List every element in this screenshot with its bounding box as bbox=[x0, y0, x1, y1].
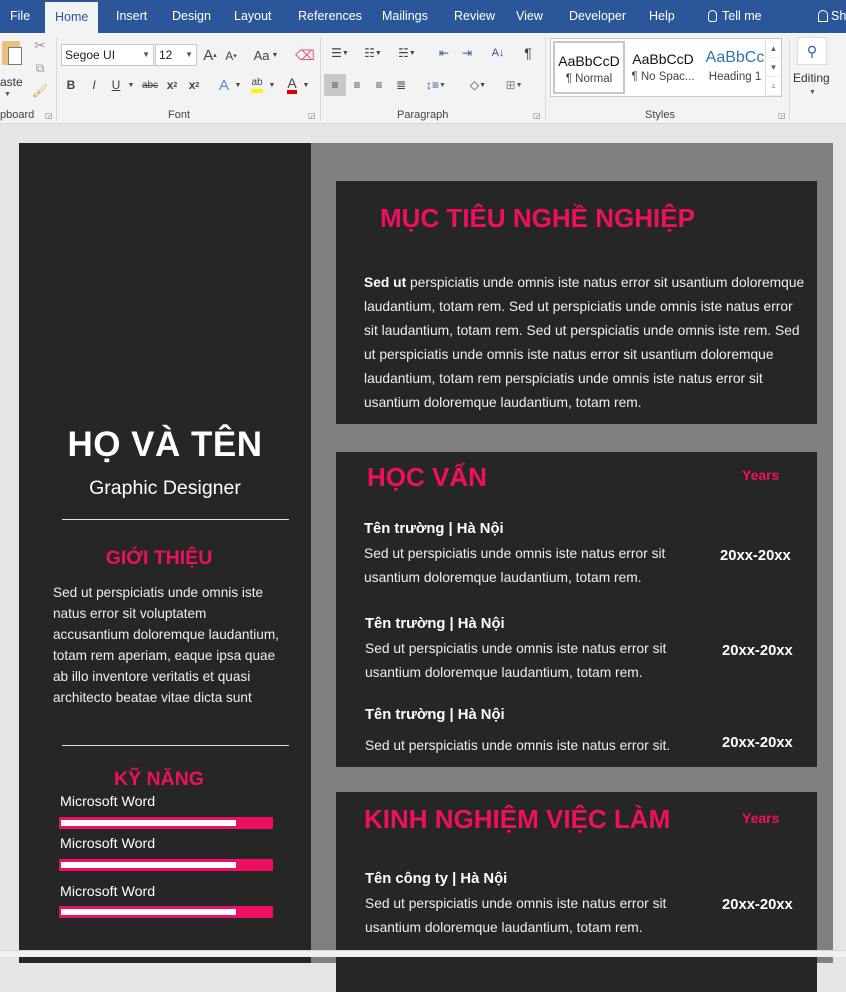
paste-dropdown-icon[interactable]: ▼ bbox=[4, 91, 11, 98]
skill-bar bbox=[59, 906, 273, 918]
font-group-label: Font bbox=[168, 109, 191, 121]
styles-scroll[interactable] bbox=[765, 39, 781, 96]
chevron-down-icon: ▼ bbox=[142, 50, 150, 59]
objective-section bbox=[336, 181, 817, 424]
skill-bar-fill bbox=[61, 820, 236, 826]
editing-button[interactable]: Editing bbox=[793, 71, 830, 85]
experience-entry-desc[interactable]: Sed ut perspiciatis unde omnis iste natus error sit usantium doloremque laudantium, totam rem. bbox=[365, 896, 667, 935]
resume-job-title[interactable]: Graphic Designer bbox=[89, 477, 241, 499]
bold-icon[interactable]: B bbox=[66, 78, 76, 92]
paragraph-group-label: Paragraph bbox=[397, 109, 449, 121]
scroll-down-icon[interactable]: ▼ bbox=[766, 58, 781, 77]
status-bar bbox=[0, 950, 846, 957]
education-entry-years[interactable]: 20xx-20xx bbox=[720, 548, 791, 564]
font-size-select[interactable]: 12 ▼ bbox=[155, 44, 197, 66]
ribbon-home bbox=[0, 33, 846, 124]
text-effects-dropdown-icon[interactable]: ▼ bbox=[234, 81, 242, 89]
person-add-icon bbox=[818, 10, 828, 22]
tab-references[interactable]: References bbox=[298, 9, 362, 23]
paragraph-launcher-icon[interactable]: ◲ bbox=[533, 111, 541, 120]
education-entry-years[interactable]: 20xx-20xx bbox=[722, 643, 793, 659]
tab-home[interactable]: Home bbox=[45, 2, 98, 33]
tab-mailings[interactable]: Mailings bbox=[382, 9, 428, 23]
lightbulb-icon bbox=[708, 10, 717, 22]
underline-icon[interactable]: U bbox=[111, 78, 121, 92]
experience-entry-title[interactable]: Tên công ty | Hà Nội bbox=[365, 871, 508, 887]
education-entry-desc[interactable]: Sed ut perspiciatis unde omnis iste natus error sit usantium doloremque laudantium, totam rem. bbox=[364, 546, 666, 585]
align-right-icon[interactable]: ≡ bbox=[375, 78, 383, 92]
clipboard-group-label: pboard bbox=[0, 109, 35, 121]
education-entry-desc[interactable]: Sed ut perspiciatis unde omnis iste natus error sit. bbox=[365, 738, 671, 753]
paste-icon[interactable] bbox=[0, 39, 22, 67]
objective-heading[interactable]: MỤC TIÊU NGHỀ NGHIỆP bbox=[380, 203, 695, 233]
tab-design[interactable]: Design bbox=[172, 9, 211, 23]
skill-label[interactable]: Microsoft Word bbox=[60, 794, 156, 810]
education-heading[interactable]: HỌC VẤN bbox=[367, 462, 487, 492]
numbering-icon[interactable]: ☷ ▼ bbox=[364, 46, 382, 60]
education-entry-title[interactable]: Tên trường | Hà Nội bbox=[364, 521, 504, 537]
multilevel-list-icon[interactable]: ☵ ▼ bbox=[398, 46, 416, 60]
tab-help[interactable]: Help bbox=[649, 9, 675, 23]
align-center-icon[interactable]: ≡ bbox=[353, 78, 361, 92]
tab-review[interactable]: Review bbox=[454, 9, 495, 23]
education-entry-title[interactable]: Tên trường | Hà Nội bbox=[365, 707, 505, 723]
education-section bbox=[336, 452, 817, 767]
experience-years-label: Years bbox=[742, 810, 780, 826]
clipboard-launcher-icon[interactable]: ◲ bbox=[45, 111, 53, 120]
skill-bar bbox=[59, 817, 273, 829]
divider bbox=[320, 37, 321, 121]
clear-formatting-icon[interactable]: ⌫ bbox=[295, 46, 315, 63]
bullets-icon[interactable]: ☰ ▼ bbox=[331, 46, 349, 60]
skills-heading[interactable]: KỸ NĂNG bbox=[114, 768, 204, 790]
highlight-color-icon[interactable]: ab bbox=[248, 75, 266, 95]
ribbon-tab-bar bbox=[0, 0, 846, 33]
education-entry-desc[interactable]: Sed ut perspiciatis unde omnis iste natus error sit usantium doloremque laudantium, totam rem. bbox=[365, 641, 667, 680]
tab-insert[interactable]: Insert bbox=[116, 9, 148, 23]
resume-left-column bbox=[19, 143, 311, 963]
align-left-icon[interactable]: ≡ bbox=[324, 74, 346, 96]
chevron-down-icon: ▼ bbox=[185, 50, 193, 59]
text-effects-icon[interactable]: A bbox=[218, 76, 229, 94]
superscript-icon[interactable]: x 2 bbox=[188, 78, 200, 92]
skill-bar-fill bbox=[61, 909, 236, 915]
intro-heading[interactable]: GIỚI THIỆU bbox=[105, 547, 213, 569]
shrink-font-icon[interactable]: A ▾ bbox=[225, 49, 237, 63]
font-launcher-icon[interactable]: ◲ bbox=[308, 111, 316, 120]
share-button[interactable]: Sh bbox=[808, 0, 846, 33]
skill-bar-fill bbox=[61, 862, 236, 868]
shading-icon[interactable]: ◇ ▼ bbox=[469, 78, 487, 92]
intro-paragraph[interactable]: Sed ut perspiciatis unde omnis iste natus error sit voluptatem accusantium doloremque laudantium, totam rem aperiam, eaque ipsa quae ab illo inventore veritatis et quasi architecto beatae vitae dicta sunt bbox=[53, 585, 279, 705]
styles-group-label: Styles bbox=[645, 109, 675, 121]
tab-developer[interactable]: Developer bbox=[569, 9, 626, 23]
show-formatting-icon[interactable]: ¶ bbox=[524, 45, 532, 61]
highlight-dropdown-icon[interactable]: ▼ bbox=[268, 81, 276, 89]
scroll-up-icon[interactable]: ▲ bbox=[766, 39, 781, 58]
subscript-icon[interactable]: x 2 bbox=[166, 78, 178, 92]
paste-label[interactable]: aste bbox=[0, 75, 23, 89]
education-entry-years[interactable]: 20xx-20xx bbox=[722, 735, 793, 751]
more-styles-icon[interactable]: ⩡ bbox=[766, 77, 781, 96]
experience-heading[interactable]: KINH NGHIỆM VIỆC LÀM bbox=[364, 804, 671, 834]
strikethrough-icon[interactable]: abc bbox=[141, 79, 159, 91]
resume-page[interactable] bbox=[19, 143, 833, 963]
divider bbox=[62, 519, 289, 520]
objective-paragraph[interactable]: Sed ut perspiciatis unde omnis iste natus error sit usantium doloremque laudantium, totam rem. Sed ut perspiciatis unde omnis iste natus error sit laudantium, totam rem. Sed ut perspiciatis unde omnis iste rem. Sed ut perspiciatis unde omnis iste natus error sit usantium doloremque laudantium, totam rem perspiciatis unde omnis iste natus error sit usantium doloremque laudantium, totam rem. bbox=[364, 275, 805, 410]
decrease-indent-icon[interactable]: ⇤ bbox=[438, 46, 450, 60]
tell-me-search[interactable]: Tell me bbox=[698, 0, 772, 33]
find-icon[interactable]: ⚲ bbox=[797, 37, 827, 65]
style-heading-1[interactable]: AaBbCc Heading 1 bbox=[705, 49, 765, 83]
divider bbox=[789, 37, 790, 121]
education-entry-title[interactable]: Tên trường | Hà Nội bbox=[365, 616, 505, 632]
editing-dropdown-icon[interactable]: ▼ bbox=[809, 89, 816, 96]
font-color-icon[interactable]: A bbox=[284, 75, 300, 95]
line-spacing-icon[interactable]: ↕≡ ▼ bbox=[426, 78, 446, 92]
style-no-spacing[interactable]: AaBbCcD ¶ No Spac... bbox=[631, 51, 695, 83]
resume-name[interactable]: HỌ VÀ TÊN bbox=[67, 425, 263, 464]
tab-layout[interactable]: Layout bbox=[234, 9, 272, 23]
italic-icon[interactable]: I bbox=[92, 78, 96, 92]
divider bbox=[545, 37, 546, 121]
styles-gallery bbox=[550, 38, 782, 97]
increase-indent-icon[interactable]: ⇥ bbox=[461, 46, 473, 60]
tab-view[interactable]: View bbox=[516, 9, 543, 23]
sort-icon[interactable]: A↓ bbox=[491, 47, 505, 59]
grow-font-icon[interactable]: A ▴ bbox=[203, 46, 217, 64]
experience-entry-years[interactable]: 20xx-20xx bbox=[722, 897, 793, 913]
divider bbox=[62, 745, 289, 746]
document-canvas bbox=[0, 125, 846, 957]
divider bbox=[56, 37, 57, 121]
skill-label[interactable]: Microsoft Word bbox=[60, 884, 156, 900]
format-painter-icon[interactable]: 🖌 bbox=[31, 83, 49, 98]
skill-label[interactable]: Microsoft Word bbox=[60, 836, 156, 852]
justify-icon[interactable]: ≣ bbox=[395, 78, 407, 92]
font-color-dropdown-icon[interactable]: ▼ bbox=[302, 81, 310, 89]
style-normal[interactable]: AaBbCcD ¶ Normal bbox=[553, 41, 625, 94]
underline-dropdown-icon[interactable]: ▼ bbox=[127, 81, 135, 89]
education-years-label: Years bbox=[742, 467, 780, 483]
styles-launcher-icon[interactable]: ◲ bbox=[778, 111, 786, 120]
experience-section bbox=[336, 792, 817, 992]
font-name-select[interactable]: Segoe UI ▼ bbox=[61, 44, 154, 66]
skill-bar bbox=[59, 859, 273, 871]
copy-icon[interactable]: ⧉ bbox=[35, 60, 45, 75]
borders-icon[interactable]: ⊞ ▼ bbox=[505, 78, 523, 92]
cut-icon[interactable]: ✂ bbox=[34, 36, 46, 53]
tab-file[interactable]: File bbox=[10, 9, 31, 23]
change-case-button[interactable]: Aa ▼ bbox=[253, 47, 279, 63]
